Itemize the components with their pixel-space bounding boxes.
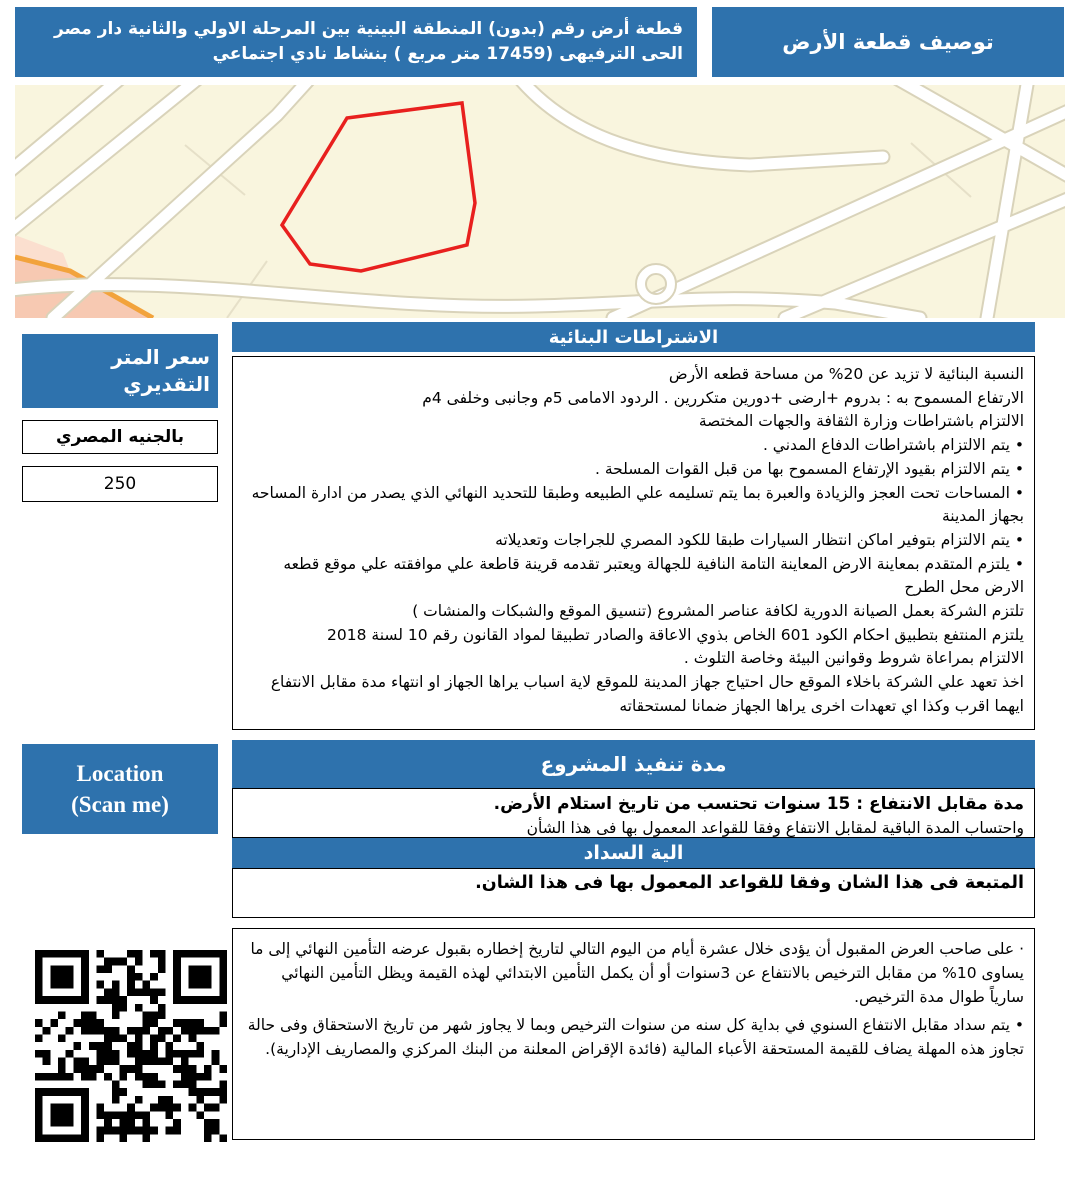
requirement-item: • يتم الالتزام بتوفير اماكن انتظار السيارات طبقا للكود المصري للجراجات وتعديلاته bbox=[495, 530, 1024, 549]
site-map-image bbox=[15, 85, 1065, 318]
terms-item: · على صاحب العرض المقبول أن يؤدى خلال عشرة أيام من اليوم التالي لتاريخ إخطاره بقبول عرضه التأمين النهائي إلى ما يساوى 10% من مقابل الترخيص بالانتفاع عن 3سنوات أو أن يكمل التأمين الابتدائي لهذه القيمة ويظل التأمين النهائي سارياً طوال مدة الترخيص. bbox=[250, 940, 1024, 1007]
terms-item: • يتم سداد مقابل الانتفاع السنوي في بداية كل سنه من سنوات الترخيص وبما لا يجاوز شهر من تاريخ الاستحقاق وفى حالة تجاوز هذه المهلة يضاف للقيمة المستحقة الأعباء المالية (فائدة الإقراض المعلنة من البنك المركزي والمصاريف الإدارية). bbox=[247, 1016, 1024, 1059]
duration-line-clipped: واحتساب المدة الباقية لمقابل الانتفاع وفقا للقواعد المعمول بها فى هذا الشأن bbox=[526, 818, 1024, 837]
requirement-item: الالتزام بمراعاة شروط وقوانين البيئة وخاصة التلوث . bbox=[683, 649, 1024, 668]
requirement-item: • يتم الالتزام باشتراطات الدفاع المدني . bbox=[762, 436, 1024, 455]
page-title: توصيف قطعة الأرض bbox=[712, 7, 1064, 77]
terms-and-conditions bbox=[232, 928, 1035, 1140]
qr-code bbox=[35, 950, 227, 1142]
requirement-item: اخذ تعهد علي الشركة باخلاء الموقع حال احتياج جهاز المدينة للموقع لاية اسباب يراها الجهاز او انتهاء مدة مقابل الانتفاع ايهما اقرب وكذا اي تعهدات اخرى يراها الجهاز ضمانا لمستحقاته bbox=[270, 673, 1024, 715]
project-duration-body bbox=[232, 788, 1035, 838]
currency-label: بالجنيه المصري bbox=[22, 420, 218, 454]
price-value: 250 bbox=[22, 466, 218, 502]
requirement-item: تلتزم الشركة بعمل الصيانة الدورية لكافة عناصر المشروع (تنسيق الموقع والشبكات والمنشات ) bbox=[412, 602, 1024, 621]
section-title-building-requirements: الاشتراطات البنائية bbox=[232, 322, 1035, 352]
requirement-item: الارتفاع المسموح به : بدروم +ارضى +دورين متكررين . الردود الامامى 5م وجانبى وخلفى 4م bbox=[422, 388, 1024, 407]
section-title-payment-method: الية السداد bbox=[232, 838, 1035, 868]
plot-description: قطعة أرض رقم (بدون) المنطقة البينية بين المرحلة الاولي والثانية دار مصر الحى الترفيهى (17459 متر مربع ) بنشاط نادي اجتماعي bbox=[15, 7, 697, 77]
location-label-line1: Location bbox=[76, 760, 164, 786]
location-scan-label bbox=[22, 744, 218, 834]
qr-code-image bbox=[35, 950, 227, 1142]
requirement-item: • المساحات تحت العجز والزيادة والعبرة بما يتم تسليمه علي الطبيعه وطبقا للتحديد النهائي الذي يصدر من ادارة المساحه بجهاز المدينة bbox=[251, 483, 1024, 526]
requirement-item: • يلتزم المتقدم بمعاينة الارض المعاينة التامة النافية للجهالة ويعتبر تقدمه قرينة قاطعة علي موافقته علي موقع قطعه الارض محل الطرح bbox=[283, 554, 1024, 597]
location-label-line2: (Scan me) bbox=[71, 792, 169, 817]
site-map bbox=[15, 85, 1065, 318]
duration-line: مدة مقابل الانتفاع : 15 سنوات تحتسب من تاريخ استلام الأرض. bbox=[493, 794, 1024, 814]
price-per-meter-title: سعر المتر التقديري bbox=[22, 334, 218, 408]
requirement-item: يلتزم المنتفع بتطبيق احكام الكود 601 الخاص بذوي الاعاقة والصادر تطبيقا لمواد القانون رقم 10 لسنة 2018 bbox=[327, 625, 1024, 644]
section-title-project-duration: مدة تنفيذ المشروع bbox=[232, 740, 1035, 788]
requirement-item: النسبة البنائية لا تزيد عن 20% من مساحة قطعه الأرض bbox=[668, 365, 1024, 383]
payment-method-body: المتبعة فى هذا الشان وفقا للقواعد المعمول بها فى هذا الشان. bbox=[232, 868, 1035, 918]
building-requirements-list bbox=[232, 356, 1035, 730]
requirement-item: الالتزام باشتراطات وزارة الثقافة والجهات المختصة bbox=[698, 412, 1024, 431]
requirement-item: • يتم الالتزام بقيود الإرتفاع المسموح بها من قبل القوات المسلحة . bbox=[594, 459, 1024, 478]
